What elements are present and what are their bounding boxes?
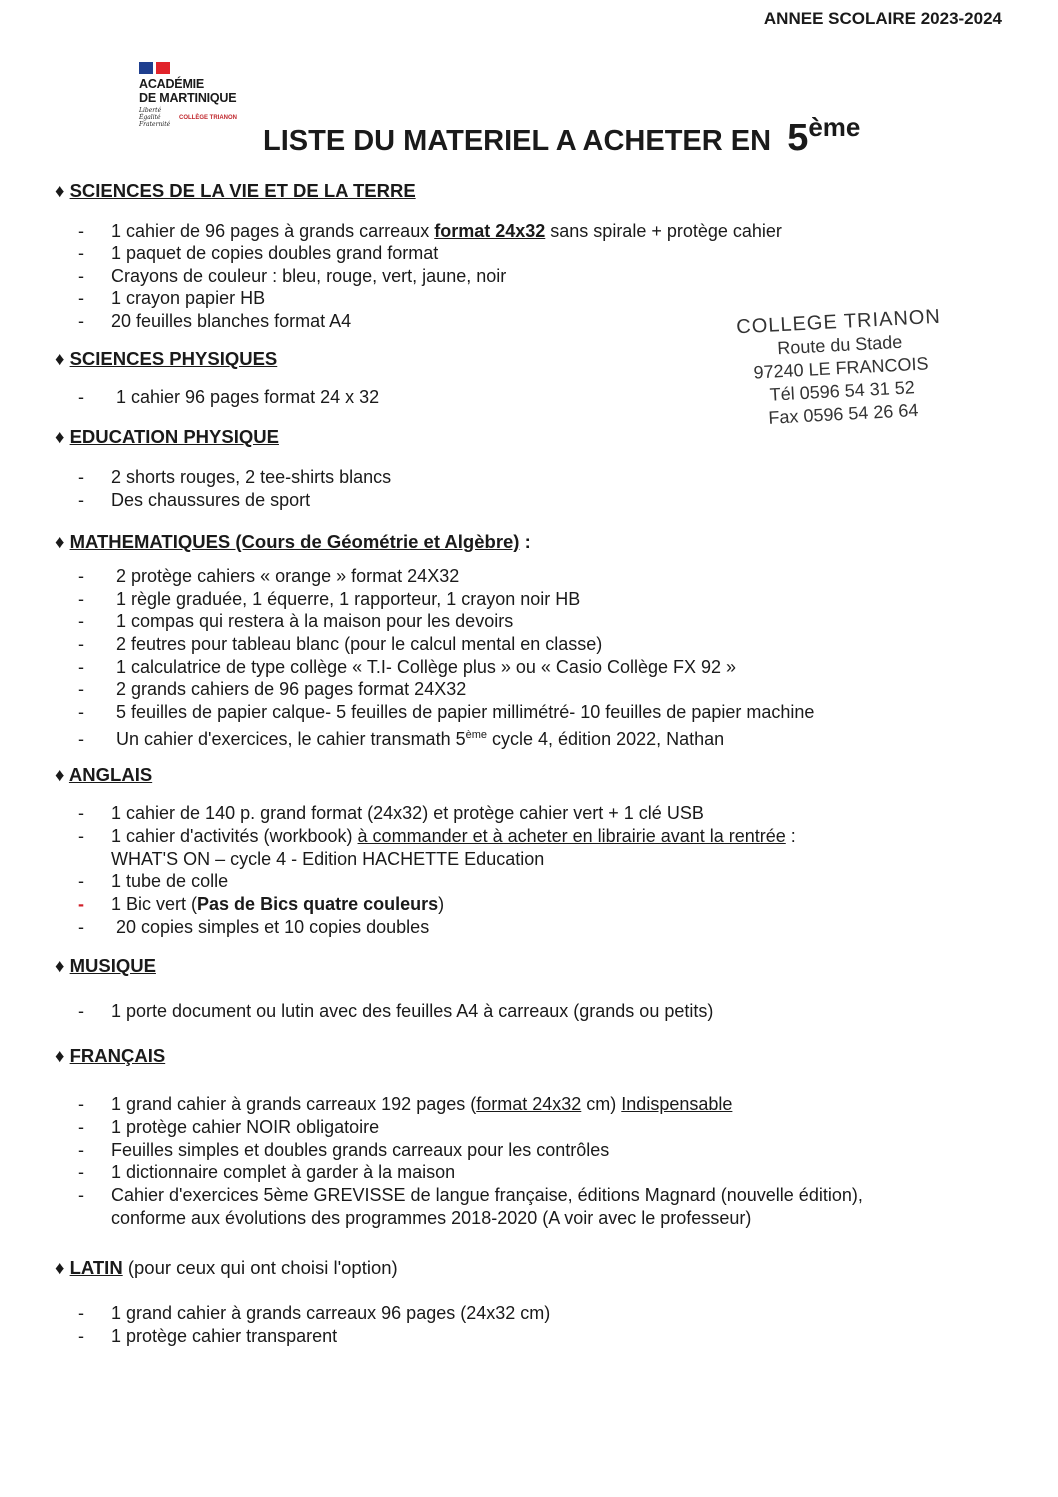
section [55,531,815,749]
item-text: 1 cahier d'activités (workbook) [111,826,358,846]
list-item [78,466,391,489]
item-text: 2 protège cahiers « orange » format 24X32 [111,566,460,586]
diamond-bullet-icon: ♦ [55,1257,65,1278]
item-text: Feuilles simples et doubles grands carreaux pour les contrôles [111,1140,610,1160]
item-text: format 24x32 [476,1094,582,1114]
list-item [78,701,814,724]
item-text: 1 Bic vert ( [111,894,198,914]
list-item [78,1302,550,1325]
list-item [78,1184,863,1229]
list-item [78,724,724,751]
list-item [78,802,704,825]
item-text: 20 copies simples et 10 copies doubles [111,917,430,937]
item-text: Des chaussures de sport [111,490,311,510]
list-item [78,1325,337,1348]
section [55,1257,551,1346]
item-text: 5 feuilles de papier calque- 5 feuilles de papier millimétré- 10 feuilles de papier machine [111,702,815,722]
list-item [78,610,513,633]
dash-bullet: - [78,1117,84,1137]
school-year: ANNEE SCOLAIRE 2023-2024 [763,9,1002,28]
dash-bullet: - [78,589,84,609]
title-level-sup: ème [808,112,861,142]
item-text: sans spirale + protège cahier [545,221,782,241]
section-title: LATIN [69,1257,123,1278]
item-text: 1 protège cahier transparent [111,1326,338,1346]
list-item [78,265,506,288]
dash-bullet: - [78,490,84,510]
list-item [78,386,379,409]
item-text: cycle 4, édition 2022, Nathan [487,729,725,749]
dash-bullet: - [78,1140,84,1160]
item-text: conforme aux évolutions des programmes 2018-2020 (A voir avec le professeur) [111,1207,752,1228]
item-text: cm) [581,1094,622,1114]
section-title: SCIENCES DE LA VIE ET DE LA TERRE [69,180,416,201]
list-item [78,220,782,243]
diamond-bullet-icon: ♦ [55,1045,65,1066]
section [55,426,392,510]
logo-line1: ACADÉMIE [139,77,205,91]
section-heading [55,426,279,448]
item-text: 2 grands cahiers de 96 pages format 24X32 [111,679,467,699]
stamp-line: Route du Stade [776,331,903,359]
diamond-bullet-icon: ♦ [55,764,65,785]
dash-bullet: - [78,467,84,487]
dash-bullet: - [78,894,84,914]
dash-bullet: - [78,1001,84,1021]
item-text: Indispensable [621,1094,733,1114]
republic-flag-icon [139,62,259,74]
section-title: SCIENCES PHYSIQUES [69,348,278,369]
logo-college: COLLÈGE TRIANON [179,114,237,121]
item-text: ème [465,729,488,741]
dash-bullet: - [78,1094,84,1114]
item-text: WHAT'S ON – cycle 4 - Edition HACHETTE Education [111,848,545,869]
academie-logo [139,62,259,128]
dash-bullet: - [78,634,84,654]
list-item [78,588,580,611]
diamond-bullet-icon: ♦ [55,348,65,369]
list-item [78,656,736,679]
dash-bullet: - [78,266,84,286]
item-text: 1 protège cahier NOIR obligatoire [111,1117,380,1137]
section-suffix: (pour ceux qui ont choisi l'option) [122,1257,398,1278]
section-heading [55,531,531,553]
dash-bullet: - [78,243,84,263]
section [55,1045,863,1228]
dash-bullet: - [78,221,84,241]
item-text: 1 grand cahier à grands carreaux 192 pages ( [111,1094,477,1114]
dash-bullet: - [78,917,84,937]
title-level: 5 [787,117,809,159]
dash-bullet: - [78,657,84,677]
item-text: 1 porte document ou lutin avec des feuilles A4 à carreaux (grands ou petits) [111,1001,714,1021]
dash-bullet: - [78,803,84,823]
item-text: 1 cahier de 96 pages à grands carreaux [111,221,435,241]
item-text: 1 paquet de copies doubles grand format [111,243,439,263]
item-text: 2 feutres pour tableau blanc (pour le calcul mental en classe) [111,634,603,654]
stamp-line: Fax 0596 54 26 64 [767,400,919,428]
list-item [78,825,796,870]
dash-bullet: - [78,387,84,407]
item-text: 1 calculatrice de type collège « T.I- Collège plus » ou « Casio Collège FX 92 » [111,657,737,677]
dash-bullet: - [78,566,84,586]
item-text: 1 crayon papier HB [111,288,266,308]
dash-bullet: - [78,311,84,331]
item-text: format 24x32 [434,221,546,241]
item-text: 20 feuilles blanches format A4 [111,311,352,331]
item-text: 1 dictionnaire complet à garder à la maison [111,1162,456,1182]
item-text: 2 shorts rouges, 2 tee-shirts blancs [111,467,392,487]
dash-bullet: - [78,871,84,891]
list-item [78,1116,379,1139]
list-item [78,1139,609,1162]
list-item [78,489,310,512]
list-item [78,1093,732,1116]
dash-bullet: - [78,288,84,308]
dash-bullet: - [78,826,84,846]
section [55,764,796,937]
dash-bullet: - [78,679,84,699]
diamond-bullet-icon: ♦ [55,955,65,976]
list-item [78,916,429,939]
item-text: 1 compas qui restera à la maison pour les devoirs [111,611,514,631]
item-text: 1 tube de colle [111,871,229,891]
item-text: Pas de Bics quatre couleurs [197,894,439,914]
section-title: FRANÇAIS [69,1045,166,1066]
list-item [78,565,459,588]
diamond-bullet-icon: ♦ [55,531,65,552]
list-item [78,242,438,265]
item-text: 1 règle graduée, 1 équerre, 1 rapporteur, 1 crayon noir HB [111,589,581,609]
page-title [263,112,860,160]
logo-line2: DE MARTINIQUE [139,91,237,105]
list-item [78,1161,455,1184]
list-item [78,870,228,893]
section-heading [55,1257,398,1279]
diamond-bullet-icon: ♦ [55,426,65,447]
list-item [78,678,466,701]
college-stamp [713,305,969,433]
title-text: LISTE DU MATERIEL A ACHETER EN [263,125,772,157]
dash-bullet: - [78,1185,84,1205]
section-title: ANGLAIS [68,764,153,785]
list-item [78,893,444,916]
dash-bullet: - [78,1162,84,1182]
item-text: à commander et à acheter en librairie avant la rentrée [357,826,786,846]
dash-bullet: - [78,729,84,749]
section-title: MATHEMATIQUES (Cours de Géométrie et Algèbre) [69,531,520,552]
list-item [78,310,351,333]
section-title: EDUCATION PHYSIQUE [69,426,279,447]
dash-bullet: - [78,611,84,631]
diamond-bullet-icon: ♦ [55,180,65,201]
stamp-line: 97240 LE FRANCOIS [753,353,929,383]
stamp-line: COLLEGE TRIANON [735,305,942,339]
item-text: Cahier d'exercices 5ème GREVISSE de langue française, éditions Magnard (nouvelle édition), [111,1185,863,1205]
section-heading [55,1045,165,1067]
item-text: 1 grand cahier à grands carreaux 96 pages (24x32 cm) [111,1303,551,1323]
item-text: Un cahier d'exercices, le cahier transmath 5 [111,729,466,749]
stamp-line: Tél 0596 54 31 52 [769,377,916,405]
item-text: 1 cahier 96 pages format 24 x 32 [111,387,380,407]
section [55,180,782,331]
dash-bullet: - [78,1326,84,1346]
section-heading [55,348,277,370]
section-title: MUSIQUE [69,955,156,976]
item-text: Crayons de couleur : bleu, rouge, vert, jaune, noir [111,266,507,286]
section-suffix: : [519,531,531,552]
list-item [78,633,602,656]
section-heading [55,180,416,202]
item-text: 1 cahier de 140 p. grand format (24x32) et protège cahier vert + 1 clé USB [111,803,704,823]
dash-bullet: - [78,1303,84,1323]
list-item [78,287,265,310]
dash-bullet: - [78,702,84,722]
section-heading [55,764,152,786]
list-item [78,1000,713,1023]
logo-motto: Liberté Égalité Fraternité [139,107,171,128]
item-text: ) [438,894,445,914]
section [55,955,714,1021]
item-text: : [785,826,796,846]
section [55,348,380,407]
section-heading [55,955,156,977]
